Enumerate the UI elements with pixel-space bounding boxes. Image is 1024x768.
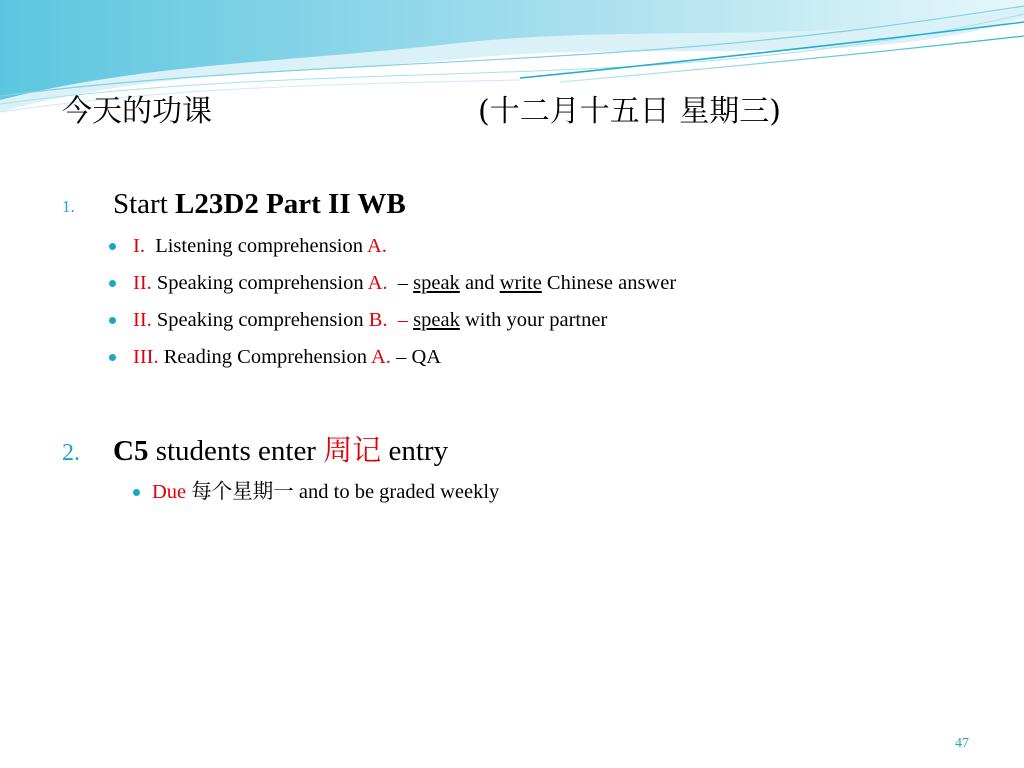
subitem-underlined-speak: speak (413, 309, 460, 331)
bullet-icon (133, 489, 140, 496)
page-number: 47 (955, 736, 969, 751)
subitem-roman: I. (133, 235, 145, 257)
subitem-1-2 (133, 270, 676, 296)
subitem-1-3 (133, 307, 607, 333)
subitem-mid: and (459, 272, 500, 294)
subitem-2-1 (152, 479, 499, 505)
subitem-1-1 (133, 233, 387, 259)
subitem-text: Speaking comprehension (151, 272, 368, 294)
subitem-underlined-write: write (499, 272, 542, 294)
subitem-roman: III. (133, 346, 159, 368)
item-2-tail: entry (381, 435, 449, 467)
subitem-text: Listening comprehension (144, 235, 367, 257)
subitem-roman: II. (133, 309, 152, 331)
subitem-text: Reading Comprehension (158, 346, 371, 368)
item-1-lead: Start (113, 188, 176, 220)
list-item-1 (113, 185, 406, 223)
subitem-text: 每个星期一 and to be graded weekly (186, 481, 500, 503)
slide-title (62, 90, 962, 134)
item-1-bold: L23D2 Part II WB (175, 188, 406, 220)
item-2-highlight: 周记 (323, 433, 382, 467)
subitem-roman: II. (133, 272, 152, 294)
bullet-icon (109, 317, 116, 324)
item-2-bold: C5 (113, 435, 149, 467)
subitem-tail: Chinese answer (541, 272, 677, 294)
subitem-tail: – QA (390, 346, 442, 368)
bullet-icon (109, 280, 116, 287)
list-number-2: 2. (62, 440, 80, 466)
title-date: (十二月十五日 星期三) (478, 94, 781, 129)
bullet-icon (109, 354, 116, 361)
list-number-1: 1. (62, 197, 75, 216)
subitem-letter: A. (367, 235, 387, 257)
subitem-due: Due (152, 481, 187, 503)
subitem-underlined-speak: speak (413, 272, 460, 294)
subitem-separator: – (387, 309, 414, 331)
title-text: 今天的功课 (62, 94, 212, 129)
subitem-letter: B. (368, 309, 388, 331)
item-2-text: students enter (148, 435, 324, 467)
subitem-text: Speaking comprehension (151, 309, 369, 331)
subitem-1-4 (133, 344, 441, 370)
subitem-letter: A. (371, 346, 391, 368)
subitem-tail: with your partner (459, 309, 608, 331)
subitem-letter: A. (367, 272, 388, 294)
bullet-icon (109, 243, 116, 250)
subitem-separator: – (387, 272, 414, 294)
list-item-2 (113, 431, 448, 470)
